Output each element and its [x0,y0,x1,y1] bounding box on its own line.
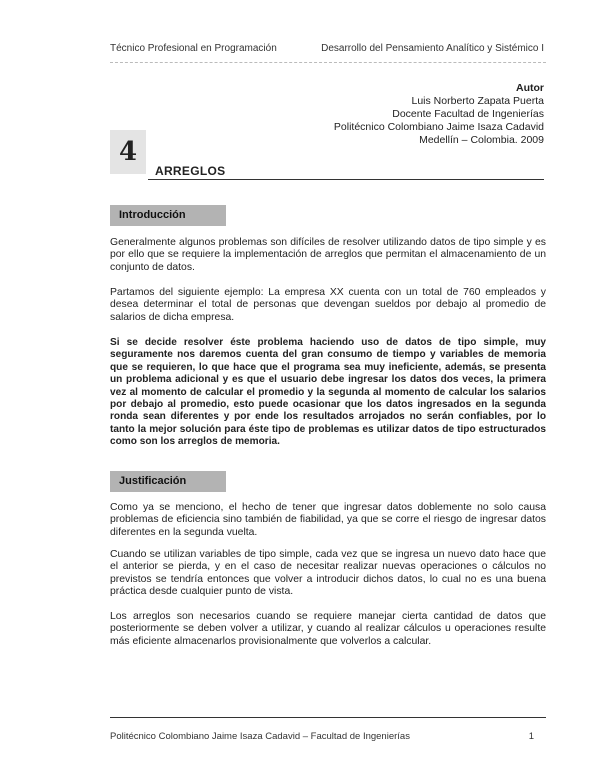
paragraph: Generalmente algunos problemas son difíciles de resolver utilizando datos de tipo simple y es por ello que se requiere la implementación de arreglos que permitan el almacenamiento de un conjunto de datos. [110,237,546,273]
paragraph: Como ya se menciono, el hecho de tener que ingresar datos doblemente no solo causa problemas de eficiencia sino también de fiabilidad, ya que se corre el riesgo de ingresar datos diferentes en la segunda vuelta. [110,502,546,538]
chapter-number: 4 [110,130,146,174]
footer-text: Politécnico Colombiano Jaime Isaza Cadavid – Facultad de Ingenierías [110,731,410,742]
author-block [334,82,544,147]
author-role: Docente Facultad de Ingenierías [392,108,544,120]
section-heading-justificacion: Justificación [110,471,226,492]
header-right-text: Desarrollo del Pensamiento Analítico y Sistémico I [321,43,544,54]
author-institution: Politécnico Colombiano Jaime Isaza Cadavid [333,121,544,133]
paragraph: Partamos del siguiente ejemplo: La empresa XX cuenta con un total de 760 empleados y desea determinar el total de personas que devengan sueldos por debajo al promedio de salarios de dicha empresa. [110,287,546,323]
author-name: Luis Norberto Zapata Puerta [411,95,544,107]
section-heading-introduccion: Introducción [110,205,226,226]
author-location-year: Medellín – Colombia. 2009 [419,134,544,146]
paragraph: Cuando se utilizan variables de tipo simple, cada vez que se ingresa un nuevo dato hace que el anterior se pierda, y en el caso de necesitar realizar nuevas operaciones o cálculos no previstos se tendría entonces que volver a introducir dichos datos, lo cual no es una buena práctica desde cualquier punto de vista. [110,549,546,598]
paragraph-bold: Si se decide resolver éste problema haciendo uso de datos de tipo simple, muy seguramente nos daremos cuenta del gran consumo de tiempo y variables de memoria que se requieren, lo que hace que el programa sea muy ineficiente, además, se presenta un problema adicional y es que el usuario debe ingresar los datos dos veces, la primera vez al momento de calcular el promedio y la segunda al momento de calcular los salarios por debajo al promedio, esto puede ocasionar que los datos ingresados en la segunda ronda sean diferentes y por ende los resultados arrojados no serán confiables, por lo tanto la mejor solución para éste tipo de problemas es utilizar datos de tipo estructurados como son los arreglos de memoria. [110,337,546,448]
chapter-title: ARREGLOS [155,164,226,178]
footer-divider [110,717,546,718]
page-number: 1 [528,731,534,742]
paragraph: Los arreglos son necesarios cuando se requiere manejar cierta cantidad de datos que posteriormente se deben volver a utilizar, y cuando al realizar cálculos u operaciones resulte más eficiente almacenarlos provisionalmente que volverlos a calcular. [110,611,546,647]
chapter-underline [148,179,544,180]
header-divider [110,62,546,63]
header-left-text: Técnico Profesional en Programación [110,43,277,54]
author-title: Autor [516,82,544,94]
